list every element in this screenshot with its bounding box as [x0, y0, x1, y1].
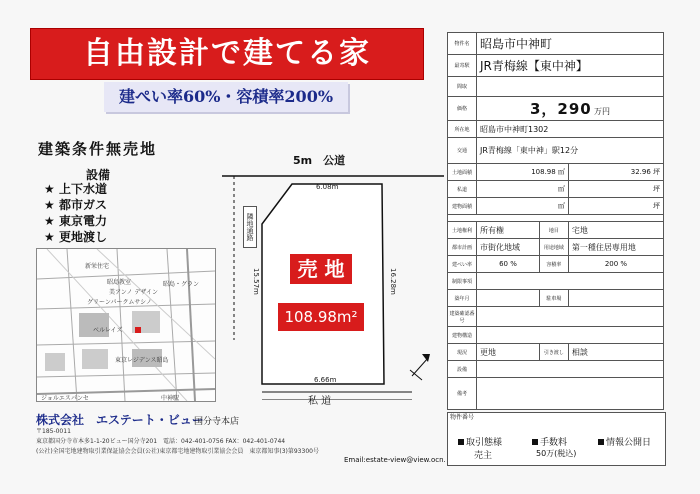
table-cell [477, 77, 664, 97]
fee-value: 50万(税込) [536, 449, 577, 458]
table-label: 用途地域 [539, 239, 568, 256]
star-icon: ★ [44, 182, 55, 196]
table-label: 建物構造 [448, 327, 477, 344]
mode-value: 売主 [474, 451, 493, 461]
table-label: 建築確認番号 [448, 307, 477, 327]
table-label: 間取 [448, 77, 477, 97]
area-map: 新栄住宅 昭島教室 美アンノ デザイン グリーンパークムサシノ ベルレイズ 昭島・グラン ジョルエスパンセ 中神駅 東京レジデンス昭島 [36, 248, 216, 402]
table-cell: ㎡ [477, 181, 569, 198]
table-label: 土地権利 [448, 222, 477, 239]
star-icon: ★ [44, 230, 55, 244]
table-cell [477, 290, 540, 307]
table-label: 築年月 [448, 290, 477, 307]
top-dimension: 6.08m [316, 183, 339, 191]
property-name: 昭島市中神町 [477, 33, 664, 55]
table-cell: 60 % [477, 256, 540, 273]
company-email: Email:estate-view@view.ocn. [344, 456, 446, 464]
table-label: 物件名 [448, 33, 477, 55]
property-price: 3，290 [530, 100, 592, 118]
table-label: 制限事項 [448, 273, 477, 290]
right-dimension: 16.28m [389, 268, 397, 295]
conditions-title: 建築条件無売地 [38, 140, 158, 158]
table-cell: ㎡ [477, 198, 569, 215]
table-cell: 108.98 ㎡ [477, 164, 569, 181]
table-cell [477, 361, 664, 378]
table-label: 土地面積 [448, 164, 477, 181]
table-cell: 200 % [568, 256, 663, 273]
table-cell [477, 378, 664, 410]
sale-label: 売 地 [290, 254, 352, 284]
table-label: 容積率 [539, 256, 568, 273]
property-table [447, 32, 664, 410]
table-cell: 昭島市中神町1302 [477, 121, 664, 138]
table-cell: JR青梅線「東中神」駅12分 [477, 138, 664, 164]
table-label: 現況 [448, 344, 477, 361]
company-name: 株式会社 エステート・ビュー [36, 413, 204, 427]
transaction-box [447, 412, 666, 466]
table-cell: 3，290 万円 [477, 97, 664, 121]
equipment-title: 設備 [86, 168, 111, 182]
table-label: 私道 [448, 181, 477, 198]
property-no-label: 物件番号 [450, 414, 475, 421]
table-cell: 所有権 [477, 222, 540, 239]
location-marker [135, 327, 141, 333]
fee-label: 手数料 [532, 435, 567, 448]
table-cell [448, 215, 664, 222]
public-road-label: 5m 公道 [293, 154, 346, 167]
table-label: 都市計画 [448, 239, 477, 256]
equipment-item: ★ 更地渡し [44, 230, 107, 244]
table-label: 引き渡し [539, 344, 568, 361]
square-icon [458, 439, 464, 445]
table-cell: 32.96 坪 [568, 164, 663, 181]
table-label: 交通 [448, 138, 477, 164]
site-plan [222, 140, 444, 407]
table-cell [568, 290, 663, 307]
table-label: 地目 [539, 222, 568, 239]
table-label: 設備 [448, 361, 477, 378]
table-cell: 宅地 [568, 222, 663, 239]
equipment-list [44, 181, 107, 245]
square-icon [598, 439, 604, 445]
table-cell [477, 307, 664, 327]
square-icon [532, 439, 538, 445]
equipment-item: ★ 東京電力 [44, 214, 107, 228]
table-cell: 更地 [477, 344, 540, 361]
private-road-label: 私 道 [308, 396, 332, 407]
company-details: 〒185-0011 東京都国分寺市本多1-1-20ビュー国分寺201 電話：042-401-0756 FAX：042-401-0744 (公社)全国宅地建物取引業保証協会会員(公社)東京都宅地建物取引業協会会員 東京都知事(3)第93300号 [36, 428, 319, 455]
map-streets [37, 249, 215, 401]
table-cell: 坪 [568, 181, 663, 198]
table-cell: 坪 [568, 198, 663, 215]
table-label: 所在地 [448, 121, 477, 138]
table-cell: 相談 [568, 344, 663, 361]
table-label: 建物面積 [448, 198, 477, 215]
mode-label: 取引態様 [458, 435, 502, 448]
bottom-dimension: 6.66m [314, 376, 337, 384]
table-label: 最寄駅 [448, 55, 477, 77]
star-icon: ★ [44, 198, 55, 212]
table-cell [477, 273, 664, 290]
star-icon: ★ [44, 214, 55, 228]
adjacent-passage: 隣地通路 [243, 206, 257, 248]
company-branch: 国分寺本店 [194, 417, 240, 427]
area-label: 108.98m² [278, 303, 364, 331]
table-cell: 第一種住居専用地 [568, 239, 663, 256]
equipment-item: ★ 都市ガス [44, 198, 107, 212]
equipment-item: ★ 上下水道 [44, 182, 107, 196]
north-arrow-icon [410, 354, 430, 380]
headline-banner: 自由設計で建てる家 [30, 28, 424, 80]
left-dimension: 15.57m [252, 268, 260, 295]
table-label: 建ぺい率 [448, 256, 477, 273]
table-label: 備考 [448, 378, 477, 410]
table-cell [477, 327, 664, 344]
ratio-banner: 建ぺい率60%・容積率200% [104, 82, 348, 112]
table-cell: 市街化地域 [477, 239, 540, 256]
provider-label: 情報公開日 [598, 435, 651, 448]
table-label: 駐車場 [539, 290, 568, 307]
nearest-station: JR青梅線【東中神】 [477, 55, 664, 77]
table-label: 価格 [448, 97, 477, 121]
